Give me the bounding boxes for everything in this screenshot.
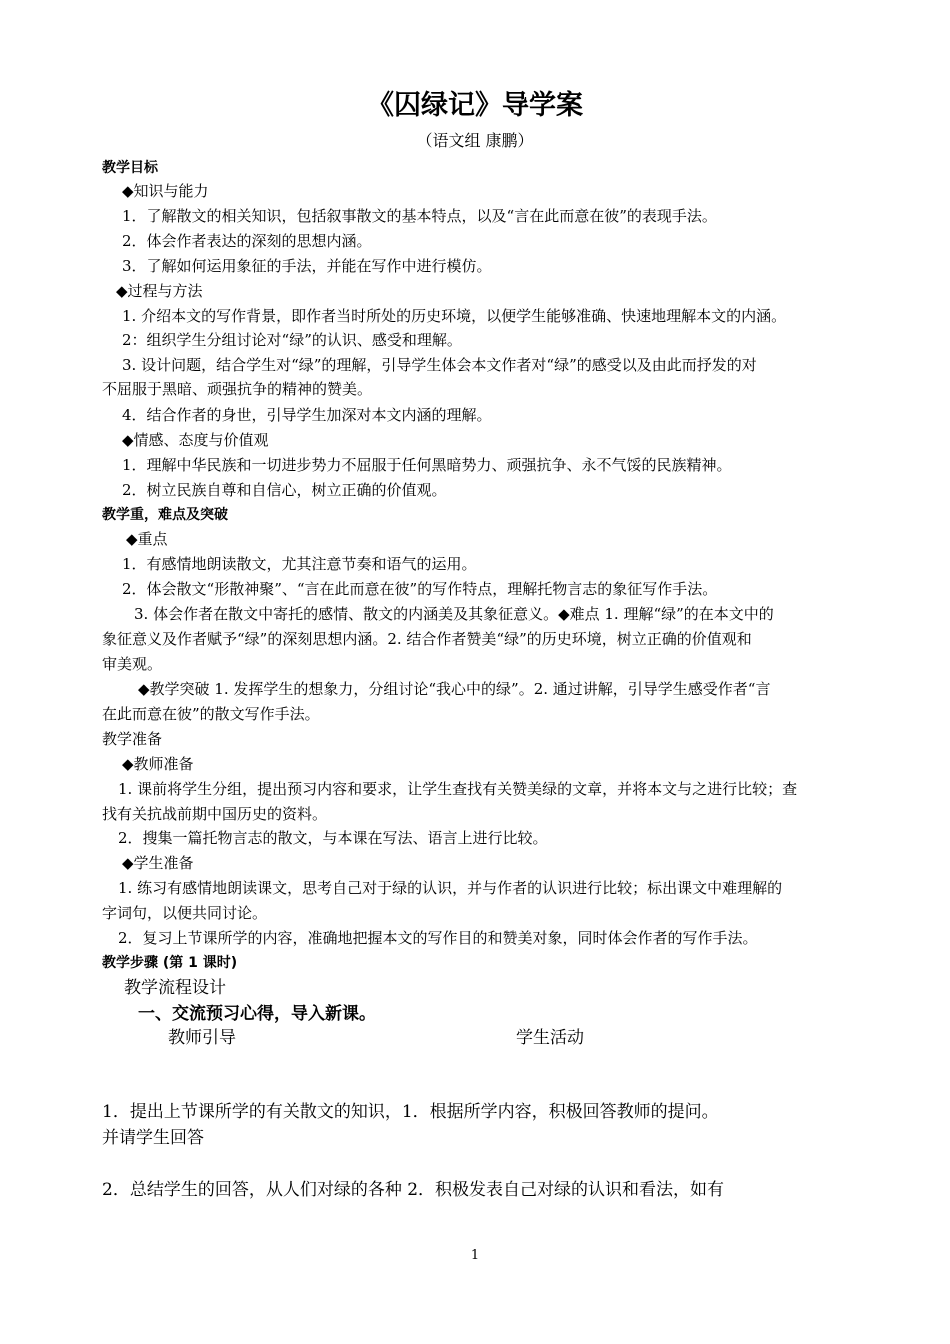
document-title: 《囚绿记》导学案 <box>367 90 583 121</box>
column-header-student: 学生活动 <box>516 1028 584 1048</box>
text-line: 1. 练习有感情地朗读课文，思考自己对于绿的认识，并与作者的认识进行比较；标出课文中难理解的 <box>118 879 783 897</box>
subsection-knowledge: ◆知识与能力 <box>122 182 209 200</box>
text-line: 2：组织学生分组讨论对“绿”的认识、感受和理解。 <box>122 331 462 349</box>
text-line: 2．体会作者表达的深刻的思想内涵。 <box>122 232 372 250</box>
text-line: 1．了解散文的相关知识，包括叙事散文的基本特点，以及“言在此而意在彼”的表现手法。 <box>122 207 717 225</box>
table-row-text: 2．总结学生的回答，从人们对绿的各种 2．积极发表自己对绿的认识和看法，如有 <box>102 1180 725 1200</box>
section-heading-objectives: 教学目标 <box>102 160 158 176</box>
text-line: 2．树立民族自尊和自信心，树立正确的价值观。 <box>122 481 447 499</box>
column-header-teacher: 教师引导 <box>168 1028 236 1048</box>
text-line: 1. 介绍本文的写作背景，即作者当时所处的历史环境，以便学生能够准确、快速地理解本文的内涵。 <box>122 307 787 325</box>
subsection-process: ◆过程与方法 <box>116 282 203 300</box>
process-design-label: 教学流程设计 <box>124 978 226 998</box>
subsection-key-point: ◆重点 <box>126 530 168 548</box>
text-line: 1．理解中华民族和一切进步势力不屈服于任何黑暗势力、顽强抗争、永不气馁的民族精神。 <box>122 456 732 474</box>
text-line: 3. 设计问题，结合学生对“绿”的理解，引导学生体会本文作者对“绿”的感受以及由此而抒发的对 <box>122 356 757 374</box>
subsection-student-prep: ◆学生准备 <box>122 854 194 872</box>
subsection-emotion: ◆情感、态度与价值观 <box>122 431 269 449</box>
document-subtitle: （语文组 康鹏） <box>416 131 534 150</box>
subsection-teacher-prep: ◆教师准备 <box>122 755 194 773</box>
table-row-text: 1．提出上节课所学的有关散文的知识，1．根据所学内容，积极回答教师的提问。 <box>102 1102 719 1122</box>
step-one-heading: 一、交流预习心得，导入新课。 <box>138 1004 376 1024</box>
section-heading-key-points: 教学重，难点及突破 <box>102 507 228 523</box>
text-line: ◆教学突破 1. 发挥学生的想象力，分组讨论“我心中的绿”。2. 通过讲解，引导学生感受作者“言 <box>138 680 771 698</box>
text-line: 不屈服于黑暗、顽强抗争的精神的赞美。 <box>102 380 373 398</box>
text-line: 象征意义及作者赋予“绿”的深刻思想内涵。2. 结合作者赞美“绿”的历史环境，树立正确的价值观和 <box>102 630 752 648</box>
text-line: 1．有感情地朗读散文，尤其注意节奏和语气的运用。 <box>122 555 477 573</box>
page-number: 1 <box>470 1248 480 1263</box>
section-heading-preparation: 教学准备 <box>102 730 163 748</box>
text-line: 1. 课前将学生分组，提出预习内容和要求，让学生查找有关赞美绿的文章，并将本文与之进行比较；查 <box>118 780 798 798</box>
text-line: 在此而意在彼”的散文写作手法。 <box>102 705 320 723</box>
text-line: 字词句，以便共同讨论。 <box>102 904 268 922</box>
text-line: 4．结合作者的身世，引导学生加深对本文内涵的理解。 <box>122 406 492 424</box>
text-line: 审美观。 <box>102 655 163 673</box>
text-line: 3. 体会作者在散文中寄托的感情、散文的内涵美及其象征意义。◆难点 1. 理解“绿”的在本文中的 <box>134 605 774 623</box>
text-line: 2．搜集一篇托物言志的散文，与本课在写法、语言上进行比较。 <box>118 829 548 847</box>
text-line: 找有关抗战前期中国历史的资料。 <box>102 805 328 823</box>
text-line: 2．体会散文“形散神聚”、“言在此而意在彼”的写作特点，理解托物言志的象征写作手法。 <box>122 580 718 598</box>
text-line: 2．复习上节课所学的内容，准确地把握本文的写作目的和赞美对象，同时体会作者的写作手法。 <box>118 929 758 947</box>
table-row-text: 并请学生回答 <box>102 1128 204 1148</box>
text-line: 3．了解如何运用象征的手法，并能在写作中进行模仿。 <box>122 257 492 275</box>
section-heading-steps: 教学步骤 (第 1 课时) <box>102 955 238 971</box>
